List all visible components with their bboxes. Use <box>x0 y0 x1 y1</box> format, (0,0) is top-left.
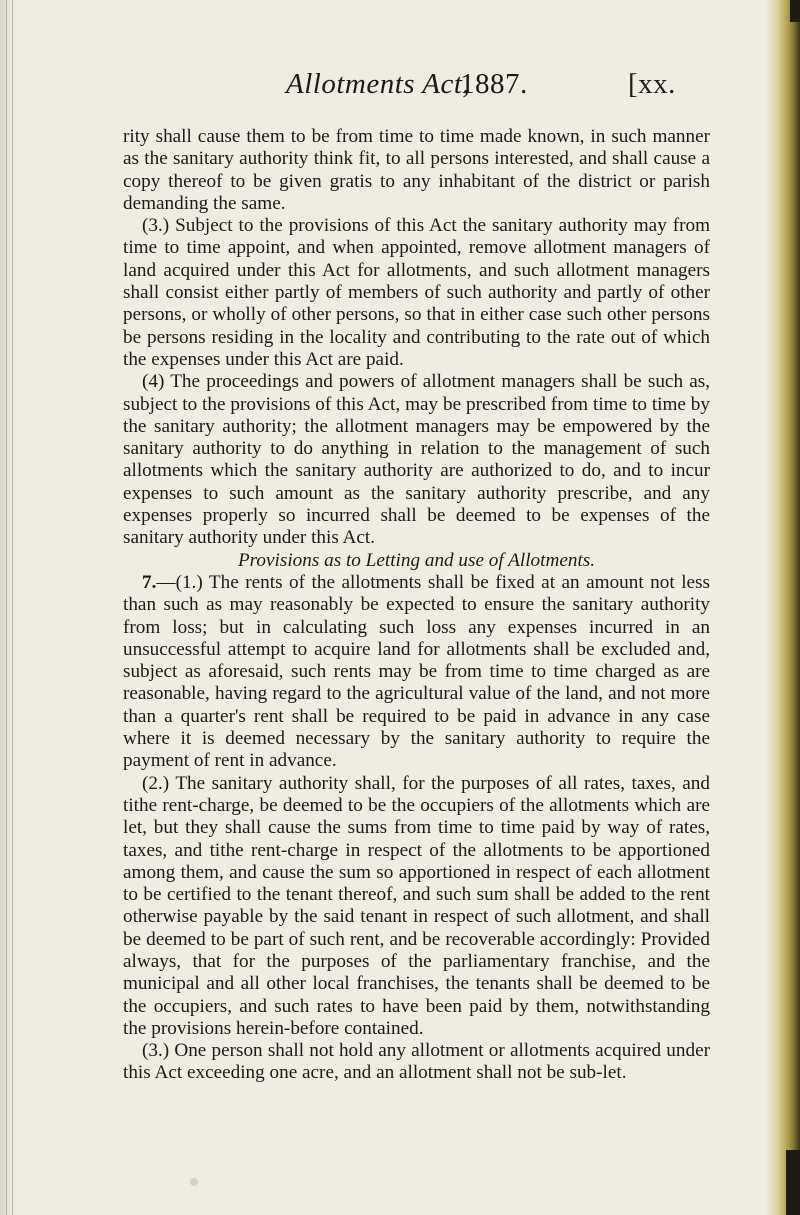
section-reference: [xx. <box>628 68 676 100</box>
page-right-edge <box>766 0 800 1215</box>
section-7-text: —(1.) The rents of the allotments shall be fixed at an amount not less than such as may reasonably be expected to ensure the sanitary authority from loss; but in calculating such loss any expenses incurred in an unsuccessful attempt to acquire land for allotments shall be excluded and, subject as aforesaid, such rents may be from time to time charged as are reasonable, having regard to the agricultural value of the land, and not more than a quarter's rent shall be required to be paid in advance in any case where it is deemed necessary by the sanitary authority to require the payment of rent in advance. <box>123 571 710 772</box>
paragraph-subsection-3: (3.) Subject to the provisions of this Act the sanitary authority may from time to time appoint, and when appointed, remove allotment managers of land acquired under this Act for allotments, and such allotment managers shall consist either partly of members of such authority and partly of other persons, or wholly of other persons, so that in either case such other persons be persons residing in the locality and contributing to the rate out of which the expenses under this Act are paid. <box>123 215 710 370</box>
page-header <box>0 68 800 110</box>
paragraph-subsection-4: (4) The proceedings and powers of allotment managers shall be such as, subject to the provisions of this Act, may be prescribed from time to time by the sanitary authority; the allotment managers may be empowered by the sanitary authority to do anything in relation to the management of such allotments which the sanitary authority are authorized to do, and to incur expenses to such amount as the sanitary authority prescribe, and any expenses properly so incurred shall be deemed to be expenses of the sanitary authority under this Act. <box>123 371 710 549</box>
section-number: 7. <box>142 571 157 593</box>
running-title: Allotments Act, <box>286 68 471 100</box>
page-left-edge <box>0 0 18 1215</box>
paragraph-subsection-2: (2.) The sanitary authority shall, for the purposes of all rates, taxes, and tithe rent-charge, be deemed to be the occupiers of the allotments which are let, but they shall cause the sums from time to time paid by way of rates, taxes, and tithe rent-charge in respect of the allotments to be apportioned among them, and cause the sum so apportioned in respect of each allotment to be certified to the tenant thereof, and such sum shall be added to the rent otherwise payable by the said tenant in respect of such allotment, and shall be deemed to be part of such rent, and be recoverable accordingly: Provided always, that for the purposes of the parliamentary franchise, and the municipal and all other local franchises, the tenants shall be deemed to be the occupiers, and such rates to have been paid by them, notwithstanding the provisions herein-before contained. <box>123 772 710 1039</box>
paragraph-section-7 <box>123 572 710 773</box>
paper-smudge <box>190 1178 198 1186</box>
paragraph-continuation: rity shall cause them to be from time to time made known, in such manner as the sanitary authority think fit, to all persons interested, and shall cause a copy thereof to be given gratis to any inhabitant of the district or parish demanding the same. <box>123 126 710 214</box>
binding-line <box>12 0 13 1215</box>
header-year: 1887. <box>460 68 528 100</box>
section-subheading: Provisions as to Letting and use of Allotments. <box>237 549 596 571</box>
page-body <box>123 126 710 1085</box>
edge-tear <box>790 0 800 22</box>
paragraph-subsection-3b: (3.) One person shall not hold any allotment or allotments acquired under this Act exceeding one acre, and an allotment shall not be sub-let. <box>123 1040 710 1084</box>
edge-tear <box>786 1150 800 1215</box>
binding-line <box>6 0 7 1215</box>
